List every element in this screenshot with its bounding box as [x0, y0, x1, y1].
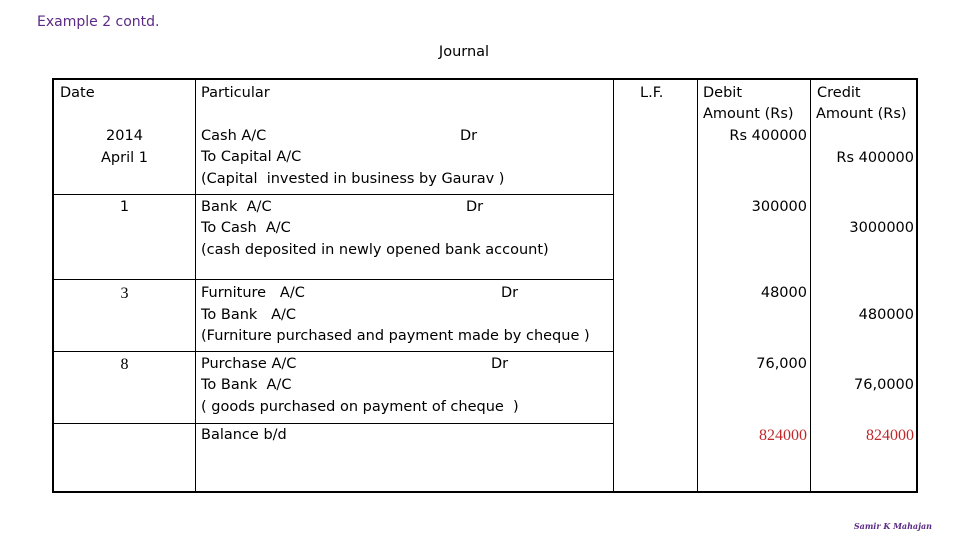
header-date: Date	[60, 85, 95, 101]
divider-particular	[613, 80, 614, 491]
row-divider	[54, 423, 613, 424]
entry-3-date: 3	[120, 285, 129, 302]
entry-3-debit-account: Furniture A/C	[201, 285, 305, 301]
entry-1-debit-account: Cash A/C	[201, 128, 267, 144]
entry-2-debit-amount: 300000	[751, 199, 807, 215]
journal-table	[52, 78, 918, 493]
entry-3-credit-amount: 480000	[858, 307, 914, 323]
entry-3-debit-amount: 48000	[760, 285, 807, 301]
row-divider	[54, 351, 613, 352]
slide-title: Example 2 contd.	[37, 14, 160, 30]
entry-4-credit-amount: 76,0000	[854, 377, 914, 393]
entry-1-dr: Dr	[460, 128, 478, 144]
entry-4-credit-account: To Bank A/C	[201, 377, 292, 393]
entry-2-narration: (cash deposited in newly opened bank account)	[201, 242, 549, 258]
entry-2-debit-account: Bank A/C	[201, 199, 272, 215]
divider-date	[195, 80, 196, 491]
entry-4-date: 8	[120, 356, 129, 373]
entry-4-dr: Dr	[491, 356, 509, 372]
entry-4-narration: ( goods purchased on payment of cheque )	[201, 399, 519, 415]
balance-debit-amount: 824000	[759, 427, 807, 444]
entry-3-dr: Dr	[501, 285, 519, 301]
journal-heading: Journal	[438, 44, 490, 60]
header-debit-line1: Debit	[703, 85, 743, 101]
row-divider	[54, 279, 613, 280]
header-credit-line2: Amount (Rs)	[816, 106, 907, 122]
header-lf: L.F.	[640, 85, 664, 101]
entry-1-credit-account: To Capital A/C	[201, 149, 302, 165]
balance-label: Balance b/d	[201, 427, 287, 443]
entry-1-narration: (Capital invested in business by Gaurav )	[201, 171, 505, 187]
header-debit-line2: Amount (Rs)	[703, 106, 794, 122]
header-particular: Particular	[201, 85, 270, 101]
entry-3-narration: (Furniture purchased and payment made by cheque )	[201, 328, 590, 344]
entry-1-credit-amount: Rs 400000	[836, 150, 914, 166]
entry-4-debit-amount: 76,000	[756, 356, 807, 372]
entry-2-credit-account: To Cash A/C	[201, 220, 291, 236]
author-signature: Samir K Mahajan	[853, 521, 932, 531]
entry-2-dr: Dr	[466, 199, 484, 215]
entry-4-debit-account: Purchase A/C	[201, 356, 297, 372]
entry-2-credit-amount: 3000000	[849, 220, 914, 236]
header-credit-line1: Credit	[817, 85, 861, 101]
row-divider	[54, 194, 613, 195]
entry-1-date-year: 2014	[106, 128, 143, 144]
entry-1-debit-amount: Rs 400000	[729, 128, 807, 144]
entry-1-date-day: April 1	[101, 150, 148, 166]
entry-2-date: 1	[119, 199, 130, 215]
balance-credit-amount: 824000	[866, 427, 914, 444]
entry-3-credit-account: To Bank A/C	[201, 307, 297, 323]
